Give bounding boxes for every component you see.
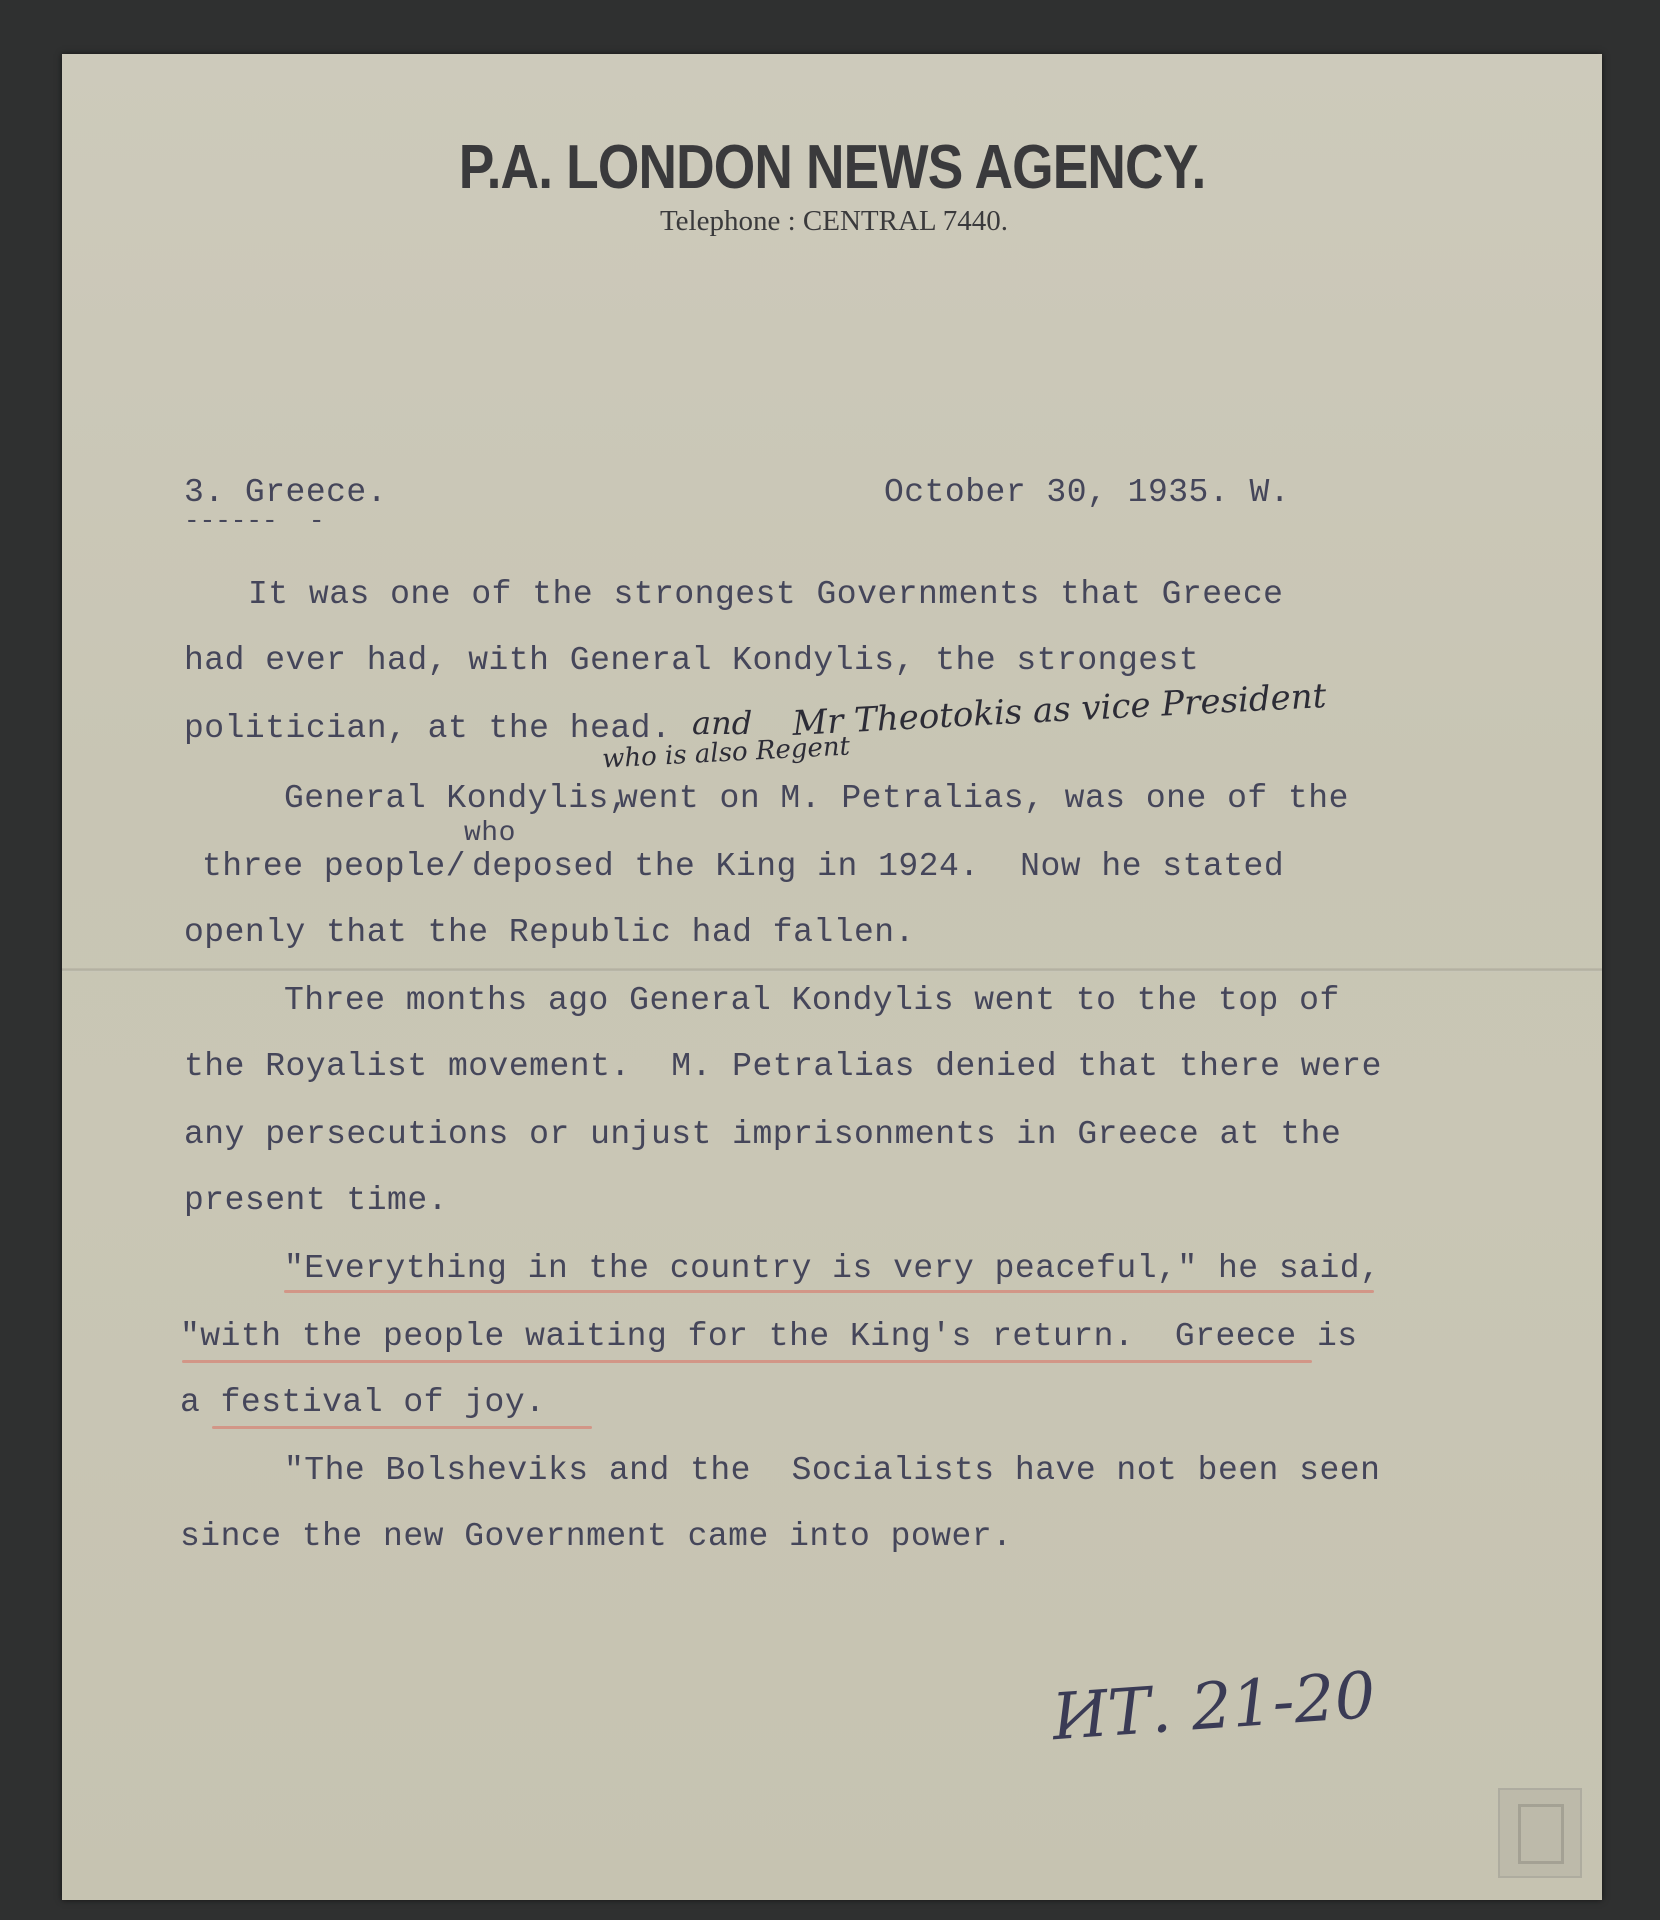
ref-underline: ------ - — [184, 506, 325, 536]
body-line: politician, at the head. — [184, 710, 672, 747]
body-line: General Kondylis, — [284, 780, 630, 817]
handwritten-insert: and — [692, 704, 753, 742]
typed-insert: who — [464, 818, 516, 849]
body-line: any persecutions or unjust imprisonments in Greece at the — [184, 1116, 1342, 1153]
body-line: Three months ago General Kondylis went to the top of — [284, 982, 1340, 1019]
body-line: had ever had, with General Kondylis, the strongest — [184, 642, 1200, 679]
body-line: three people/ — [202, 848, 466, 885]
handwritten-insert: who is also Regent — [601, 731, 851, 775]
section-ref: 3. Greece. — [184, 474, 388, 511]
handwritten-insert: Mr Theotokis as vice President — [791, 676, 1328, 744]
body-line: present time. — [184, 1182, 448, 1219]
body-line: "Everything in the country is very peaceful," he said, — [284, 1250, 1381, 1287]
red-underline — [212, 1426, 592, 1429]
body-line: deposed the King in 1924. Now he stated — [472, 848, 1285, 885]
document-date: October 30, 1935. W. — [884, 474, 1291, 511]
red-underline — [182, 1360, 1312, 1363]
archive-stamp-icon — [1498, 1788, 1582, 1878]
body-line: went on M. Petralias, was one of the — [618, 780, 1349, 817]
agency-name: P.A. LONDON NEWS AGENCY. — [458, 133, 1206, 202]
body-line: a festival of joy. — [180, 1384, 546, 1421]
letterhead — [62, 132, 1602, 238]
body-line: It was one of the strongest Governments that Greece — [248, 576, 1284, 613]
fold-crease — [62, 968, 1602, 972]
archive-number: ИТ. 21-20 — [1049, 1658, 1378, 1756]
body-line: since the new Government came into power. — [180, 1518, 1013, 1555]
document-sheet — [62, 54, 1602, 1900]
red-underline — [284, 1290, 1374, 1293]
body-line: the Royalist movement. M. Petralias denied that there were — [184, 1048, 1382, 1085]
body-line: "The Bolsheviks and the Socialists have not been seen — [284, 1452, 1381, 1489]
body-line: openly that the Republic had fallen. — [184, 914, 915, 951]
telephone-line: Telephone : CENTRAL 7440. — [659, 205, 1009, 237]
body-line: "with the people waiting for the King's return. Greece is — [180, 1318, 1358, 1355]
